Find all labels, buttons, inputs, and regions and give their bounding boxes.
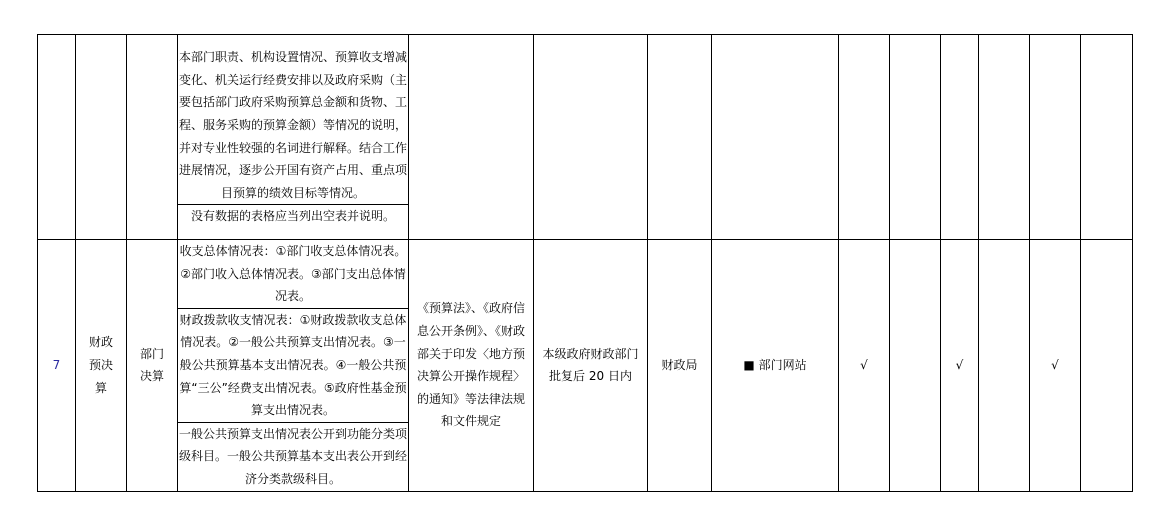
check-cell: √ — [941, 240, 979, 492]
check-cell: √ — [1030, 240, 1081, 492]
check-cell — [1081, 240, 1133, 492]
table-row — [38, 35, 1133, 240]
content-text: 一般公共预算支出情况表公开到功能分类项级科目。一般公共预算基本支出表公开到经济分类款级科目。 — [178, 422, 409, 491]
channel-cell: ■ 部门网站 — [712, 240, 839, 492]
check-cell — [941, 35, 979, 240]
agency-cell — [648, 35, 712, 240]
seq-cell: 7 — [38, 240, 76, 492]
disclosure-table — [37, 34, 1133, 492]
timing-cell — [534, 35, 648, 240]
content-cell — [178, 240, 409, 492]
agency-cell: 财政局 — [648, 240, 712, 492]
seq-cell — [38, 35, 76, 240]
content-text: 本部门职责、机构设置情况、预算收支增减变化、机关运行经费安排以及政府采购（主要包括部门政府采购预算总金额和货物、工程、服务采购的预算金额）等情况的说明，并对专业性较强的名词进行解释。结合工作进展情况，逐步公开国有资产占用、重点项目预算的绩效目标等情况。 — [178, 50, 407, 200]
check-cell — [979, 240, 1030, 492]
check-cell — [979, 35, 1030, 240]
table-row — [38, 240, 1133, 492]
check-cell — [890, 240, 941, 492]
subject-cell — [127, 35, 178, 240]
basis-cell — [409, 35, 534, 240]
check-cell — [1030, 35, 1081, 240]
content-cell — [178, 35, 409, 240]
timing-cell: 本级政府财政部门批复后 20 日内 — [534, 240, 648, 492]
content-text: 收支总体情况表：①部门收支总体情况表。②部门收入总体情况表。③部门支出总体情况表。 — [179, 244, 407, 304]
check-cell — [1081, 35, 1133, 240]
check-cell: √ — [839, 240, 890, 492]
content-text: 财政拨款收支情况表：①财政拨款收支总体情况表。②一般公共预算支出情况表。③一般公共预算基本支出情况表。④一般公共预算“三公”经费支出情况表。⑤政府性基金预算支出情况表。 — [178, 308, 409, 422]
channel-cell — [712, 35, 839, 240]
basis-cell: 《预算法》、《政府信息公开条例》、《财政部关于印发〈地方预决算公开操作规程〉的通知》等法律法规和文件规定 — [409, 240, 534, 492]
category-cell: 财政预决算 — [76, 240, 127, 492]
subject-cell: 部门决算 — [127, 240, 178, 492]
check-cell — [839, 35, 890, 240]
category-cell — [76, 35, 127, 240]
check-cell — [890, 35, 941, 240]
content-text: 没有数据的表格应当列出空表并说明。 — [178, 204, 409, 228]
